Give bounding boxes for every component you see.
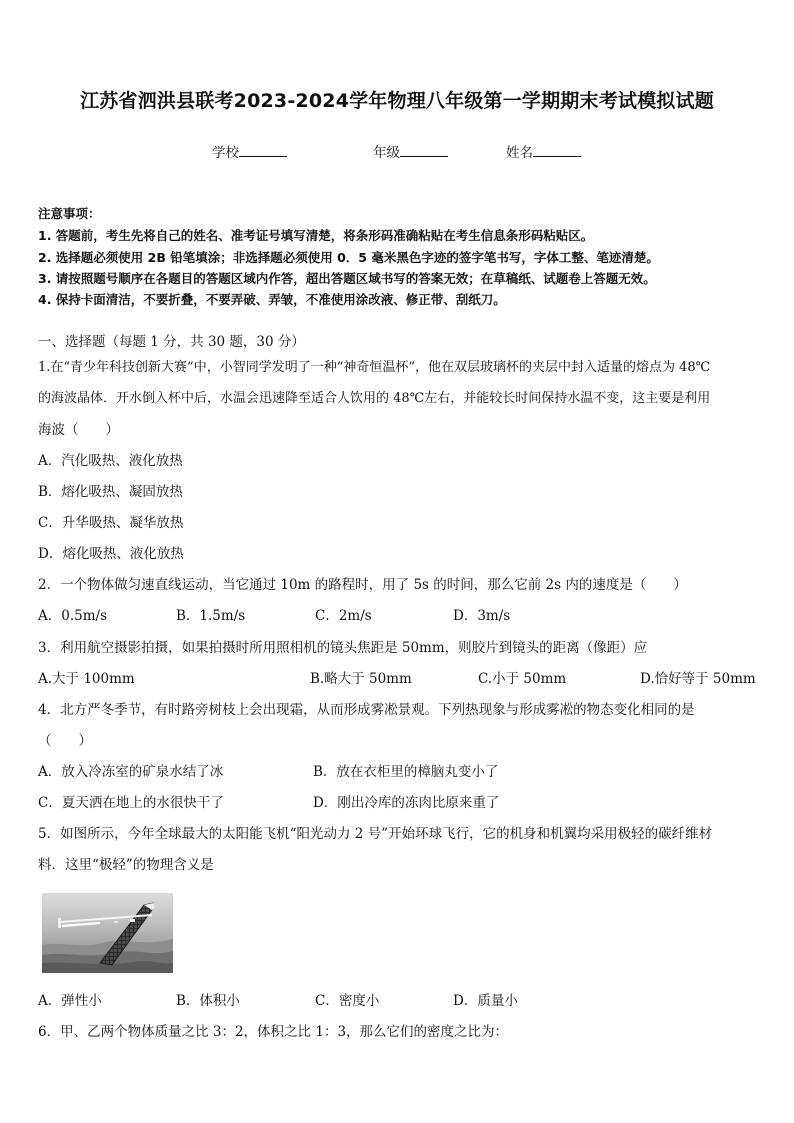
name-label: 姓名 (506, 145, 533, 161)
question-3: 3．利用航空摄影拍摄，如果拍摄时所用照相机的镜头焦距是 50mm，则胶片到镜头的距离（像距）应 (38, 640, 648, 656)
question-5-line: 料．这里“极轻”的物理含义是 (38, 857, 214, 873)
q4-option-b: B．放在衣柜里的樟脑丸变小了 (313, 764, 499, 780)
question-2: 2．一个物体做匀速直线运动，当它通过 10m 的路程时，用了 5s 的时间，那么它前 2s 内的速度是（ ） (38, 577, 687, 593)
q1-option-d: D．熔化吸热、液化放热 (38, 546, 184, 562)
question-6: 6．甲、乙两个物体质量之比 3：2，体积之比 1：3，那么它们的密度之比为： (38, 1024, 509, 1040)
q5-option-a: A．弹性小 (38, 993, 102, 1009)
question-4-line: 4．北方严冬季节，有时路旁树枝上会出现霜，从而形成雾凇景观。下列热现象与形成雾凇的物态变化相同的是 (38, 702, 695, 718)
q3-option-c: C.小于 50mm (478, 671, 567, 687)
q3-option-d: D.恰好等于 50mm (640, 671, 756, 687)
grade-label: 年级 (373, 145, 400, 161)
question-1-line: 海波（ ） (38, 422, 119, 438)
q3-option-a: A.大于 100mm (38, 671, 135, 687)
q4-option-a: A．放入冷冻室的矿泉水结了冰 (38, 764, 224, 780)
school-label: 学校 (212, 145, 239, 161)
q2-option-b: B．1.5m/s (176, 608, 246, 624)
q3-option-b: B.略大于 50mm (310, 671, 412, 687)
q5-option-b: B．体积小 (176, 993, 240, 1009)
note-item: 2. 选择题必须使用 2B 铅笔填涂；非选择题必须使用 0．5 毫米黑色字迹的签字笔书写，字体工整、笔迹清楚。 (38, 250, 659, 265)
q4-option-d: D．刚出冷库的冻肉比原来重了 (313, 795, 500, 811)
question-1-line: 1.在“青少年科技创新大赛”中，小智同学发明了一种“神奇恒温杯”，他在双层玻璃杯的夹层中封入适量的熔点为 48℃ (38, 360, 711, 375)
note-item: 1. 答题前，考生先将自己的姓名、准考证号填写清楚，将条形码准确粘贴在考生信息条形码粘贴区。 (38, 228, 594, 243)
school-field (212, 141, 287, 161)
question-5-line: 5．如图所示，今年全球最大的太阳能飞机“阳光动力 2 号”开始环球飞行，它的机身和机翼均采用极轻的碳纤维材 (38, 826, 713, 842)
q2-option-c: C．2m/s (315, 608, 372, 624)
note-item: 3. 请按照题号顺序在各题目的答题区域内作答，超出答题区域书写的答案无效；在草稿纸、试题卷上答题无效。 (38, 271, 656, 286)
school-blank (239, 144, 287, 157)
grade-blank (400, 144, 448, 157)
q5-option-c: C．密度小 (315, 993, 380, 1009)
q4-option-c: C．夏天洒在地上的水很快干了 (38, 795, 224, 811)
q1-option-b: B．熔化吸热、凝固放热 (38, 484, 183, 500)
section-heading: 一、选择题（每题 1 分，共 30 题，30 分） (38, 334, 305, 350)
exam-title: 江苏省泗洪县联考2023-2024学年物理八年级第一学期期末考试模拟试题 (80, 90, 714, 112)
question-1-line: 的海波晶体．开水倒入杯中后，水温会迅速降至适合人饮用的 48℃左右，并能较长时间保持水温不变，这主要是利用 (38, 391, 711, 406)
q2-option-d: D．3m/s (453, 608, 511, 624)
q1-option-c: C．升华吸热、凝华放热 (38, 515, 184, 531)
grade-field (373, 141, 448, 161)
question-4-line: （ ） (38, 733, 92, 749)
name-blank (533, 144, 581, 157)
q5-option-d: D．质量小 (453, 993, 518, 1009)
q2-option-a: A．0.5m/s (38, 608, 107, 624)
note-item: 4. 保持卡面清洁，不要折叠，不要弄破、弄皱，不准使用涂改液、修正带、刮纸刀。 (38, 292, 506, 307)
notes-heading: 注意事项： (38, 206, 101, 221)
q1-option-a: A．汽化吸热、液化放热 (38, 453, 183, 469)
name-field (506, 141, 581, 161)
solar-plane-photo (42, 893, 173, 973)
